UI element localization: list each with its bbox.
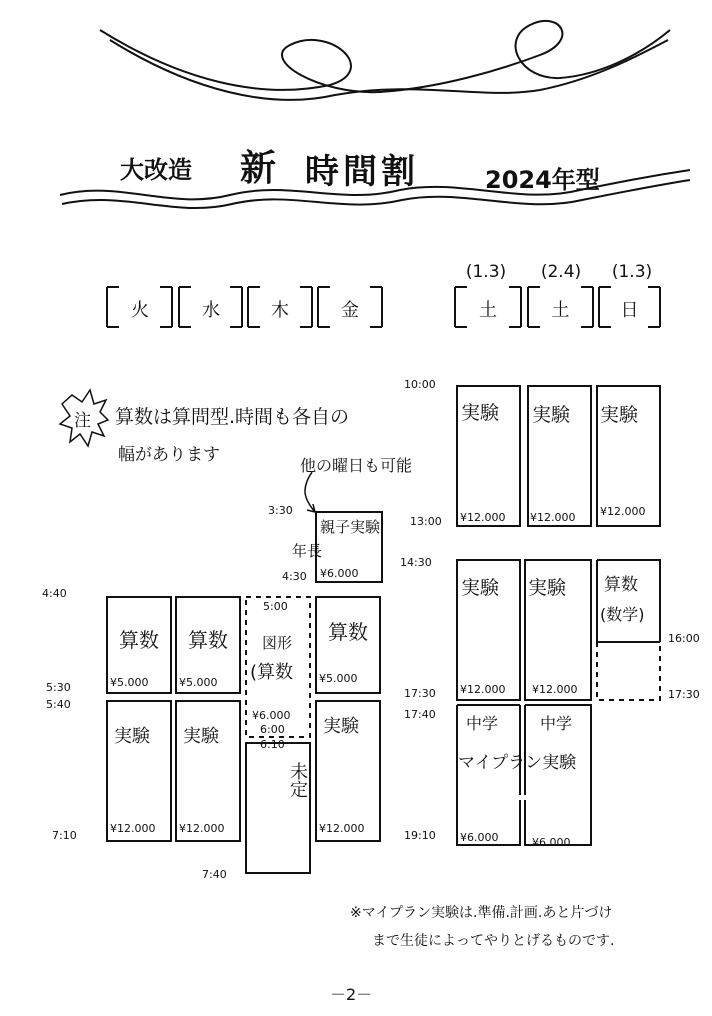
time-label: 10:00 xyxy=(404,378,436,391)
day-header-sat-2: 土 xyxy=(551,300,570,321)
tue-math-label: 算数 xyxy=(119,628,159,652)
page-number: －2－ xyxy=(330,985,373,1004)
wed-start-time-2: 6:10 xyxy=(260,738,285,751)
title-prefix: 大改造 xyxy=(120,156,192,184)
sat2-pm-exp-price: ¥12.000 xyxy=(532,683,578,696)
time-label: 4:40 xyxy=(42,587,67,600)
time-label: 17:30 xyxy=(404,687,436,700)
time-label: 7:10 xyxy=(52,829,77,842)
title-new: 新 xyxy=(240,148,277,189)
sun-math-label: 算数 xyxy=(604,575,638,595)
sat2-pm-exp-label: 実験 xyxy=(528,577,567,599)
day-header-wed: 水 xyxy=(202,300,220,321)
note-badge: 注 xyxy=(74,411,91,431)
time-label: 17:40 xyxy=(404,708,436,721)
time-label: 4:30 xyxy=(282,570,307,583)
time-label: 5:30 xyxy=(46,681,71,694)
fri-exp-label: 実験 xyxy=(323,716,359,737)
sun-math-sub: (数学) xyxy=(600,605,645,624)
page-title: 時間割 xyxy=(305,152,419,192)
sat2-chugaku-label: 中学 xyxy=(540,714,573,733)
sun-exp-price: ¥12.000 xyxy=(600,505,646,518)
day-header-sun: 日 xyxy=(620,300,639,321)
time-label: 13:00 xyxy=(410,515,442,528)
time-label: 5:40 xyxy=(46,698,71,711)
wed-math-price: ¥5.000 xyxy=(179,676,218,689)
time-label: 17:30 xyxy=(668,688,700,701)
sun-exp-label: 実験 xyxy=(600,404,639,426)
sat2-exp-price: ¥12.000 xyxy=(530,511,576,524)
wed-geometry-price: ¥6.000 xyxy=(252,709,291,722)
day-header-fri: 金 xyxy=(341,300,359,321)
wed-exp-label: 実験 xyxy=(183,726,219,747)
weekend-week-2: (2.4) xyxy=(540,262,582,282)
tue-math-price: ¥5.000 xyxy=(110,676,149,689)
note-line-2: 幅があります xyxy=(118,445,220,465)
sat1-myplan-price: ¥6.000 xyxy=(460,831,499,844)
sat2-myplan-price: ¥6.000 xyxy=(532,836,571,849)
footer-note-line-1: ※マイプラン実験は.準備.計画.あと片づけ xyxy=(350,905,613,921)
sat1-exp-price: ¥12.000 xyxy=(460,511,506,524)
note-line-1: 算数は算問型.時間も各自の xyxy=(115,406,350,428)
wed-exp-price: ¥12.000 xyxy=(179,822,225,835)
sat1-pm-exp-label: 実験 xyxy=(461,577,500,599)
extra-days-note: 他の曜日も可能 xyxy=(300,456,413,475)
sat1-pm-exp-price: ¥12.000 xyxy=(460,683,506,696)
sat2-exp-label: 実験 xyxy=(532,404,571,426)
time-label: 14:30 xyxy=(400,556,432,569)
wed-geometry-label-1: 図形 xyxy=(262,634,293,652)
time-label: 7:40 xyxy=(202,868,227,881)
wed-math-label: 算数 xyxy=(188,628,228,652)
parent-child-sub: 年長 xyxy=(292,542,323,560)
time-label: 19:10 xyxy=(404,829,436,842)
fri-exp-price: ¥12.000 xyxy=(319,822,365,835)
fri-math-label: 算数 xyxy=(328,620,368,644)
wed-undecided-label: 未定 xyxy=(287,762,308,798)
day-header-thu: 木 xyxy=(271,300,289,321)
sat1-exp-label: 実験 xyxy=(461,402,500,424)
wed-end-time: 6:00 xyxy=(260,723,285,736)
parent-child-title: 親子実験 xyxy=(320,518,381,536)
fri-math-price: ¥5.000 xyxy=(319,672,358,685)
weekend-week-1: (1.3) xyxy=(465,262,507,282)
wed-geometry-label-2: (算数 xyxy=(250,662,294,683)
wed-start-time: 5:00 xyxy=(263,600,288,613)
day-header-tue: 火 xyxy=(131,300,149,321)
time-label: 3:30 xyxy=(268,504,293,517)
ribbon-top xyxy=(100,21,670,92)
myplan-label: マイプラン実験 xyxy=(458,753,577,773)
sat1-chugaku-label: 中学 xyxy=(466,714,499,733)
time-label: 16:00 xyxy=(668,632,700,645)
day-header-sat-1: 土 xyxy=(479,300,497,321)
tue-exp-price: ¥12.000 xyxy=(110,822,156,835)
tue-exp-label: 実験 xyxy=(114,726,150,747)
title-year: 2024年型 xyxy=(485,166,600,194)
parent-child-price: ¥6.000 xyxy=(320,567,359,580)
weekend-week-3: (1.3) xyxy=(611,262,653,282)
footer-note-line-2: まで生徒によってやりとげるものです. xyxy=(372,933,615,949)
